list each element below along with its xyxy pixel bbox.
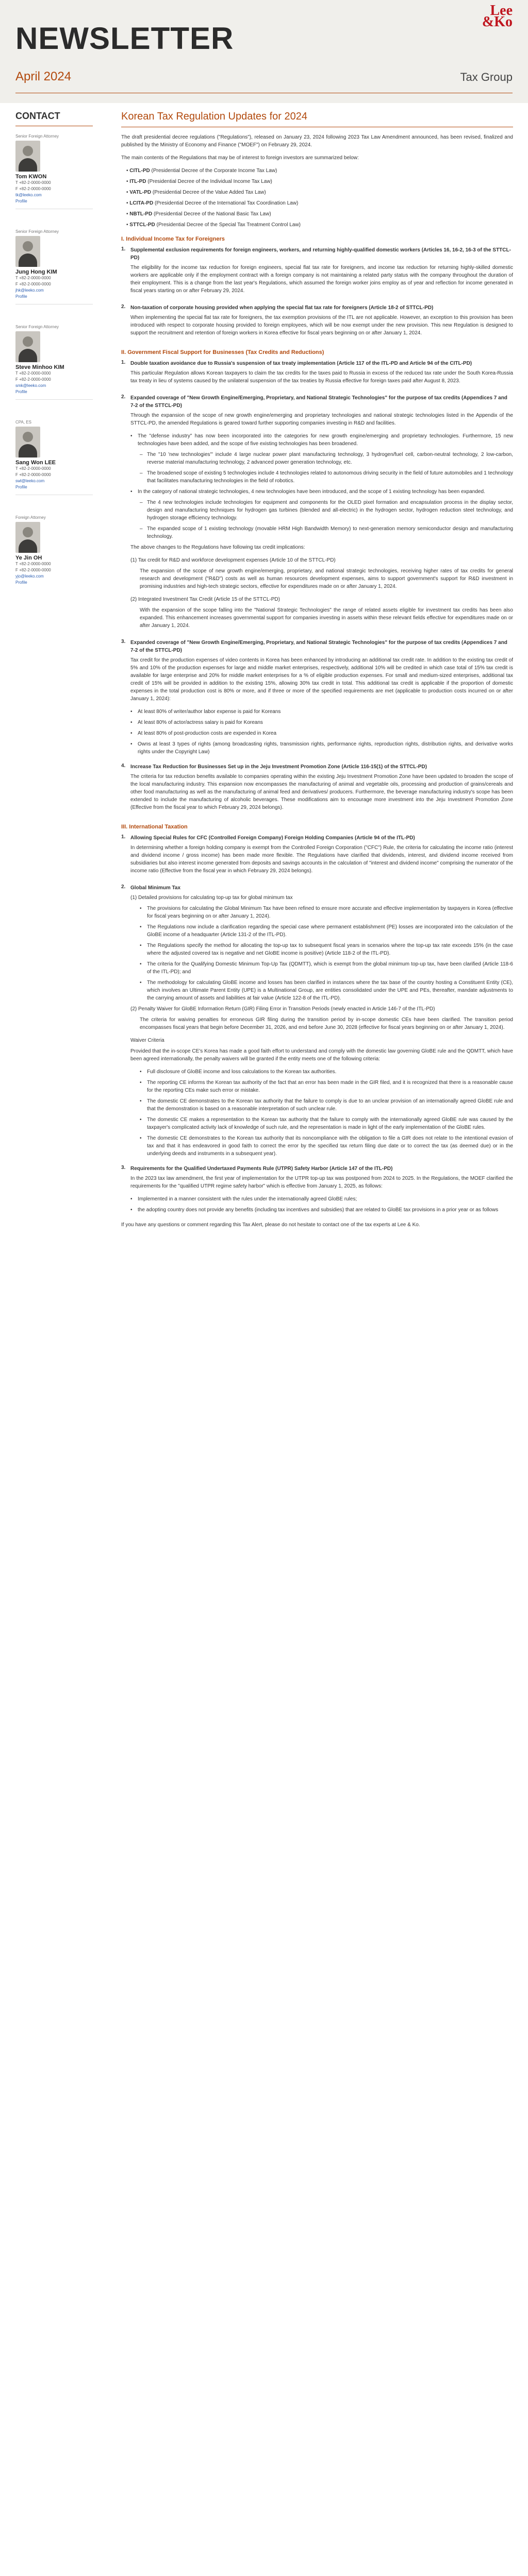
bullet-text: At least 80% of writer/author labor expense is paid for Koreans (138, 709, 281, 715)
bullet-text: Owns at least 3 types of rights (among broadcasting rights, transmission rights, performance rights, reproduction rights, distribution rights, and derivative works rights under the Copyright Law) (138, 741, 513, 755)
bullet-item: • The provisions for calculating the Global Minimum Tax have been refined to ensure more accurate and effective implementation by taxpayers in Korea (effective for fiscal years beginning on or after January 1, 2024). (140, 906, 513, 919)
newsletter-date: April 2024 (15, 70, 72, 83)
item-title: Non-taxation of corporate housing provided when applying the special flat tax rate for foreigners (Article 18-2 of STTCL-PD) (130, 305, 434, 311)
bullet-item: • The domestic CE makes a representation to the Korean tax authority that the failure to comply with the internationally agreed GloBE rule was caused by the taxpayer's complicated activity lack of knowledge of such rule, and the representation is made in light of the early implementation of the GloBE rules. (140, 1117, 513, 1130)
contact-divider (15, 399, 93, 400)
numbered-item (121, 834, 513, 880)
contact-profile-link[interactable]: Profile (15, 389, 27, 394)
sub-paragraph: The expansion of the scope of new growth engine/emerging, proprietary, and national strategic technologies, receiving higher rates of tax credits for general research and development ("R&D") costs as well as human resources development expenses, aims to support government's support for R&D investment in promising industries and high-tech strategic sectors, effective for expenditures made on or after January 1, 2024. (140, 568, 513, 589)
newsletter-group: Tax Group (460, 71, 513, 83)
item-number: 1. (121, 246, 126, 252)
item-body: When implementing the special flat tax rate for foreigners, the tax exemption provisions of the ITL are not applicable. However, an exception to this provision has been introduced with respect to corporate housing provided to foreign employees, which will be now exempt under the new provision. This new Regulation is designed to support the recruitment and retention of foreign workers in Korea effective for fiscal years beginning on or after January 1, 2024. (130, 315, 513, 336)
newsletter-title: NEWSLETTER (15, 21, 234, 56)
abbr-text: (Presidential Decree of the Corporate Income Tax Law) (151, 168, 277, 174)
contact-email-link[interactable]: tk@leeko.com (15, 193, 42, 197)
contact-email-link[interactable]: yjo@leeko.com (15, 574, 44, 579)
bullet-item: • At least 80% of writer/author labor expense is paid for Koreans (130, 708, 513, 716)
bullet-text: The reporting CE informs the Korean tax authority of the fact that an error has been made in the GIR filed, and it is recognized that there is a reasonable cause for the reporting CEs make such error or mistake. (147, 1080, 513, 1093)
intro-paragraph: The draft presidential decree regulations ("Regulations"), released on January 23, 2024 following 2023 Tax Law Amendment announced, has been revised, finalized and published by the Ministry of Economy and Finance ("MOEF") on February 29, 2024. (121, 134, 513, 148)
waiver-intro: Provided that the in-scope CE's Korea has made a good faith effort to understand and comply with the domestic law governing GloBE rule and the QDMTT, which have been agreed internationally, the penalty waivers will be granted if the entity meets one of the following criteria: (130, 1048, 513, 1062)
contact-card (15, 325, 93, 420)
item-number: 4. (121, 763, 126, 769)
contact-card (15, 420, 93, 515)
contact-name: Ye Jin OH (15, 555, 42, 561)
bullet-text: In the category of national strategic technologies, 4 new technologies have been introduced, and the scope of 1 existing technology has been expanded. (138, 489, 485, 495)
article-title: Korean Tax Regulation Updates for 2024 (121, 111, 513, 127)
item-number: 2. (121, 394, 126, 400)
bullet-item: • The Regulations specify the method for allocating the top-up tax to subsequent fiscal years in scenarios where the top-up tax rate exceeds 15% (in the case where the adjusted covered tax is negative and net GloBE income is positive) (Article 118-2 of the ITL-PD). (140, 943, 513, 956)
contact-fax: F +82-2-0000-0000 (15, 568, 51, 572)
contact-tel: T +82-2-0000-0000 (15, 276, 51, 280)
bullet-text: The domestic CE demonstrates to the Korean tax authority that the failure to comply is due to an unclear provision of an internationally agreed GloBE rule and that the demonstration is based on a reasonable interpretation of such unclear rule. (147, 1098, 513, 1112)
bullet-item: • The methodology for calculating GloBE income and losses has been clarified in instances where the tax base of the country hosting a Constituent Entity (CE), which involves an Ultimate Parent Entity (UPE) is a Multinational Group, are entities consolidated under the UPE and PEs, thereafter, mandate adjustments to the carrying amount of assets and liabilities at fair value (Article 122-8 of the ITL-PD). (140, 980, 513, 1001)
contact-email-link[interactable]: swl@leeko.com (15, 479, 45, 483)
bullet-text: At least 80% of post-production costs are expended in Korea (138, 731, 277, 736)
item-title: Allowing Special Rules for CFC (Controlled Foreign Company) Foreign Holding Companies (Article 94 of the ITL-PD) (130, 835, 415, 841)
numbered-item (121, 360, 513, 390)
bullet-text: The 4 new technologies include technologies for equipment and components for the OLED pixel formation and encapsulation process in the display sector, design and manufacturing techniques for hydrogen gas turbines (blended and all-electric) in the hydrogen sector, hydrogen reduction steel technology, and hydrogen storage efficiency technology. (147, 500, 513, 521)
abbr-key: CITL-PD (129, 168, 150, 174)
contact-role: Foreign Attorney (15, 515, 46, 520)
contact-name: Jung Hong KIM (15, 269, 57, 275)
abbreviation-item: • STTCL-PD (Presidential Decree of the Special Tax Treatment Control Law) (126, 222, 301, 228)
bullet-item: • the adopting country does not provide any benefits (including tax incentives and subsidies) that are related to GloBE tax provisions in a prior year or as follows (130, 1206, 513, 1214)
main-article (121, 111, 513, 1234)
numbered-item (121, 394, 513, 635)
contact-column (15, 111, 93, 611)
subheading: (2) Integrated Investment Tax Credit (Article 15 of the STTCL-PD) (130, 597, 280, 602)
bullet-item: • Implemented in a manner consistent with the rules under the internationally agreed GloBE rules; (130, 1195, 513, 1203)
abbr-key: VATL-PD (129, 190, 152, 195)
contact-fax: F +82-2-0000-0000 (15, 377, 51, 382)
item-title: Requirements for the Qualified Undertaxed Payments Rule (UTPR) Safety Harbor (Article 147 of the ITL-PD) (130, 1166, 393, 1172)
item-number: 3. (121, 639, 126, 645)
item-title: Expanded coverage of "New Growth Engine/Emerging, Proprietary, and National Strategic Technologies" for the purpose of tax credits (Appendices 7 and 7-2 of the STTCL-PD) (130, 395, 507, 409)
avatar (15, 427, 40, 457)
abbreviation-item: • ITL-PD (Presidential Decree of the Individual Income Tax Law) (126, 179, 272, 184)
contact-profile-link[interactable]: Profile (15, 199, 27, 204)
item-title: Increase Tax Reduction for Businesses Set up in the Jeju Investment Promotion Zone (Article 116-15(1) of the STTCL-PD) (130, 764, 427, 770)
numbered-item (121, 884, 513, 1161)
avatar (15, 141, 40, 172)
contact-tel: T +82-2-0000-0000 (15, 180, 51, 185)
abbreviation-item: • VATL-PD (Presidential Decree of the Value Added Tax Law) (126, 190, 266, 195)
contact-name: Steve Minhoo KIM (15, 364, 64, 370)
waiver-label: Waiver Criteria (130, 1038, 164, 1043)
contact-profile-link[interactable]: Profile (15, 580, 27, 585)
bullet-item: • At least 80% of actor/actress salary is paid for Koreans (130, 719, 513, 726)
contact-role: Senior Foreign Attorney (15, 134, 59, 139)
abbr-key: LCITA-PD (129, 200, 154, 206)
contact-name: Sang Won LEE (15, 460, 56, 466)
lee-ko-logo[interactable]: Lee &Ko (482, 3, 513, 30)
abbr-text: (Presidential Decree of the International Tax Coordination Law) (154, 200, 299, 206)
closing-paragraph: If you have any questions or comment regarding this Tax Alert, please do not hesitate to contact one of the tax experts at Lee & Ko. (121, 1222, 420, 1228)
item-body: Tax credit for the production expenses of video contents in Korea has been enhanced by introducing an additional tax credit rate. In addition to the existing tax credit of 5% and 10% of the production expenses for large and middle market enterprises, respectively, additional 10% will be credited in which case total of 15% tax credit is available for large enterprise and 20% for middle market enterprises for a % of eligible production expenses. For small and medium-sized enterprises, additional tax credit of 15% will be provided in addition to the existing 15%, allowing 30% tax credit in total. This additional tax credit is applicable if the proportion of domestic expenses in the total production cost is 80% or more, and if three or more of the specified requirements are met (applicable to production costs incurred on or after January 1, 2024): (130, 657, 513, 702)
avatar (15, 236, 40, 267)
item-body: Through the expansion of the scope of new growth engine/emerging and proprietary technologies and national strategic technologies listed in the Appendix of the STTCL-PD, the amended Regulations is geared toward further supporting companies investing in R&D and facilities. (130, 413, 513, 426)
bullet-item: • The reporting CE informs the Korean tax authority of the fact that an error has been made in the GIR filed, and it is recognized that there is a reasonable cause for the reporting CEs make such error or mistake. (140, 1080, 513, 1093)
bullet-text: At least 80% of actor/actress salary is paid for Koreans (138, 720, 263, 725)
item-body: In determining whether a foreign holding company is exempt from the Controlled Foreign Corporation ("CFC") Rule, the criteria for calculating the income ratio (interest and dividend income / gross income) has been made more flexible. The Regulations have clarified that dividends, interest, and dividend income received from subsidiaries but also interest income generated from deposits and savings accounts in the calculation of "interest and dividend income" comprising the numerator of the income ratio (Effective from the fiscal year in which February 29, 2024 belongs). (130, 845, 513, 874)
abbreviation-list (126, 167, 513, 229)
bullet-item: – The 4 new technologies include technologies for equipment and components for the OLED pixel formation and encapsulation process in the display sector, design and manufacturing techniques for hydrogen gas turbines (blended and all-electric) in the hydrogen sector, hydrogen reduction steel technology, and hydrogen storage efficiency technology. (140, 500, 513, 521)
bullet-text: The criteria for the Qualifying Domestic Minimum Top-Up Tax (QDMTT), which is exempt from the global minimum top-up tax, have been clarified (Article 118-6 of the ITL-PD); and (147, 961, 513, 975)
contact-tel: T +82-2-0000-0000 (15, 371, 51, 376)
contact-card (15, 229, 93, 325)
item-title: Double taxation avoidance due to Russia's suspension of tax treaty implementation (Article 117 of the ITL-PD and Article 94 of the CITL-PD) (130, 361, 472, 366)
bullet-text: Full disclosure of GloBE income and loss calculations to the Korean tax authorities. (147, 1069, 337, 1075)
bullet-item: • Owns at least 3 types of rights (among broadcasting rights, transmission rights, performance rights, reproduction rights, distribution rights, and derivative works rights under the Copyright Law) (130, 741, 513, 755)
item-number: 2. (121, 884, 126, 890)
item-body: This particular Regulation allows Korean taxpayers to claim the tax credits for the taxes paid to Russia in excess of the reduced tax rate under the South Korea-Russia tax treaty in lieu of systems caused by the unilateral suspension of the tax treaties by Russia effective for foreign taxes paid after August 8, 2023. (130, 370, 513, 384)
abbreviation-item: • CITL-PD (Presidential Decree of the Corporate Income Tax Law) (126, 168, 277, 174)
subheading: (1) Tax credit for R&D and workforce development expenses (Article 10 of the STTCL-PD) (130, 557, 336, 563)
contact-name: Tom KWON (15, 174, 47, 180)
abbr-key: ITL-PD (129, 179, 146, 184)
bullet-item: • The "defense industry" has now been incorporated into the categories for new growth engine/emerging and proprietary technologies. Furthermore, 15 new technologies have been added, and the scope of five existing technologies has been broadened. (130, 433, 513, 447)
numbered-item (121, 246, 513, 300)
item-body: The criteria for tax reduction benefits available to companies operating within the existing Jeju Investment Promotion Zone have been updated to broaden the scope of the local manufacturing industry. This expansion now encompasses the manufacturing of animal and vegetable oils, processing and production of grains/cereals and other food manufacturing as well as the manufacturing of animal feed and derivatives/ producers. Furthermore, the beverage manufacturing industry's scope has been extended to include the manufacturing of alcoholic beverages. These modifications aim to encourage more investment into the Jeju Investment Promotion Zone (Effective from the fiscal year to which February 29, 2024 belongs). (130, 774, 513, 810)
bullet-text: The provisions for calculating the Global Minimum Tax have been refined to ensure more accurate and effective implementation by taxpayers in Korea (effective for fiscal years beginning on or after January 1, 2024). (147, 906, 513, 919)
contact-tel: T +82-2-0000-0000 (15, 466, 51, 471)
avatar (15, 522, 40, 553)
item-body: The eligibility for the income tax reduction for foreign engineers, special flat tax rate for foreigners, and income tax reduction for returning highly-skilled domestic workers are applicable only if the employment contract with a foreign company is not maintaining a related party status with the company throughout the duration of their employment. This is a change from the last year's Regulations, which assumed the foreign worker joins employ as of year and reflection for income generated in fiscal years starting on or after February 29, 2024. (130, 265, 513, 294)
bullet-text: The expanded scope of 1 existing technology (movable HRM High Bandwidth Memory) to next-generation memory semiconductor design and manufacturing technology. (147, 526, 513, 539)
bullet-item: • The domestic CE demonstrates to the Korean tax authority that the failure to comply is due to an unclear provision of an internationally agreed GloBE rule and that the demonstration is based on a reasonable interpretation of such unclear rule. (140, 1098, 513, 1112)
numbered-item (121, 639, 513, 759)
bullet-text: the adopting country does not provide any benefits (including tax incentives and subsidies) that are related to GloBE tax provisions in a prior year or as follows (138, 1207, 499, 1213)
contact-role: Senior Foreign Attorney (15, 229, 59, 234)
bullet-item: • Full disclosure of GloBE income and loss calculations to the Korean tax authorities. (140, 1068, 513, 1076)
sub-paragraph: With the expansion of the scope falling into the "National Strategic Technologies" the range of related assets eligible for investment tax credits has been also expanded. This enhancement increases governmental support for companies investing in assets within these relevant fields effective for expenditures made on or after January 1, 2024. (140, 607, 513, 629)
contact-role: CPA, ES (15, 420, 31, 425)
intro-paragraph: The main contents of the Regulations that may be of interest to foreign investors are summarized below: (121, 155, 359, 161)
numbered-item (121, 304, 513, 342)
avatar (15, 331, 40, 362)
contact-heading: CONTACT (15, 111, 93, 126)
bullet-item: – The "10 'new technologies'" include 4 large nuclear power plant manufacturing technology, 3 hydrogen/fuel cell, carbon-neutral technology, 2 low-carbon, reverse material manufacturing technology, 2 advanced power generation technology, etc. (140, 452, 513, 465)
bullet-item: • At least 80% of post-production costs are expended in Korea (130, 730, 513, 737)
abbr-text: (Presidential Decree of the Individual Income Tax Law) (147, 179, 272, 184)
item-number: 2. (121, 304, 126, 310)
bullet-text: The domestic CE makes a representation to the Korean tax authority that the failure to comply with the internationally agreed GloBE rule was caused by the taxpayer's complicated activity lack of knowledge of such rule, and the representation is made in light of the early implementation of the GloBE rules. (147, 1117, 513, 1130)
bullet-text: The Regulations specify the method for allocating the top-up tax to subsequent fiscal years in scenarios where the top-up tax rate exceeds 15% (in the case where the adjusted covered tax is negative and net GloBE income is positive) (Article 118-2 of the ITL-PD). (147, 943, 513, 956)
bullet-item: • The criteria for the Qualifying Domestic Minimum Top-Up Tax (QDMTT), which is exempt from the global minimum top-up tax, have been clarified (Article 118-6 of the ITL-PD); and (140, 961, 513, 975)
abbr-text: (Presidential Decree of the Value Added Tax Law) (152, 190, 266, 195)
note-paragraph: The above changes to the Regulations have following tax credit implications: (130, 545, 305, 550)
contact-fax: F +82-2-0000-0000 (15, 187, 51, 191)
abbr-text: (Presidential Decree of the Special Tax Treatment Control Law) (156, 222, 301, 228)
subheading: (1) Detailed provisions for calculating top-up tax for global minimum tax (130, 895, 293, 901)
abbr-text: (Presidential Decree of the National Basic Tax Law) (153, 211, 271, 217)
item-number: 1. (121, 360, 126, 365)
item-title: Supplemental exclusion requirements for foreign engineers, workers, and returning highly-qualified domestic workers (Articles 16, 16-2, 16-3 of the STTCL-PD) (130, 247, 511, 261)
numbered-item (121, 1165, 513, 1217)
bullet-text: The "defense industry" has now been incorporated into the categories for new growth engine/emerging and proprietary technologies. Furthermore, 15 new technologies have been added, and the scope of five existing technologies has been broadened. (138, 433, 513, 447)
contact-email-link[interactable]: jhk@leeko.com (15, 288, 44, 293)
section-heading: III. International Taxation (121, 824, 188, 830)
sub-paragraph: The criteria for waiving penalties for erroneous GIR filing during the transition period by in-scope domestic CEs have been clarified. The transition period encompasses fiscal years that begin before December 31, 2026, and end before June 30, 2028 (effective for fiscal years beginning on or after January 1, 2024). (140, 1017, 513, 1030)
contact-email-link[interactable]: smk@leeko.com (15, 383, 46, 388)
item-number: 1. (121, 834, 126, 840)
bullet-item: – The expanded scope of 1 existing technology (movable HRM High Bandwidth Memory) to next-generation memory semiconductor design and manufacturing technology. (140, 526, 513, 539)
bullet-text: Implemented in a manner consistent with the rules under the internationally agreed GloBE rules; (138, 1196, 357, 1202)
abbreviation-item: • NBTL-PD (Presidential Decree of the National Basic Tax Law) (126, 211, 271, 217)
contact-role: Senior Foreign Attorney (15, 325, 59, 329)
section-heading: I. Individual Income Tax for Foreigners (121, 236, 225, 242)
bullet-item: • The domestic CE demonstrates to the Korean tax authority that its noncompliance with the obligation to file a GIR does not relate to the intentional evasion of tax and that it has endeavored in good faith to correct the error by the specified tax return filing due date or to correct the tax (as deemed due) or in the underlying deeds and instruments in a subsequent year). (140, 1136, 513, 1157)
abbreviation-item: • LCITA-PD (Presidential Decree of the International Tax Coordination Law) (126, 200, 299, 206)
newsletter-header (0, 0, 528, 103)
subheading: (2) Penalty Waiver for GloBE Information Return (GIR) Filing Error in Transition Periods (newly enacted in Article 146-7 of the ITL-PD) (130, 1006, 435, 1012)
contact-tel: T +82-2-0000-0000 (15, 562, 51, 566)
bullet-text: The methodology for calculating GloBE income and losses has been clarified in instances where the tax base of the country hosting a Constituent Entity (CE), which involves an Ultimate Parent Entity (UPE) is a Multinational Group, are entities consolidated under the UPE and PEs, thereafter, mandate adjustments to the carrying amount of assets and liabilities at fair value (Article 122-8 of the ITL-PD). (147, 980, 513, 1001)
bullet-item: – The broadened scope of existing 5 technologies include 4 technologies related to autonomous driving security in the field of future automobiles and 1 technology that facilitates manufacturing technologies in the field of robotics. (140, 470, 513, 484)
contact-profile-link[interactable]: Profile (15, 485, 27, 489)
bullet-text: The broadened scope of existing 5 technologies include 4 technologies related to autonomous driving security in the field of future automobiles and 1 technology that facilitates manufacturing technologies in the field of robotics. (147, 470, 513, 484)
item-body: In the 2023 tax law amendment, the first year of implementation for the UTPR top-up tax was postponed from 2024 to 2025. In the Regulations, the MOEF clarified the requirements for the "qualified UTPR regime safety harbor" which is effective from January 1, 2025, as follows: (130, 1176, 513, 1189)
bullet-text: The Regulations now include a clarification regarding the special case where permanent establishment (PE) losses are incorporated into the calculation of the GloBE income of a headquarter (Article 131-2 of the ITL-PD). (147, 924, 513, 938)
bullet-text: The "10 'new technologies'" include 4 large nuclear power plant manufacturing technology, 3 hydrogen/fuel cell, carbon-neutral technology, 2 low-carbon, reverse material manufacturing technology, 2 advanced power generation technology, etc. (147, 452, 513, 465)
contact-profile-link[interactable]: Profile (15, 294, 27, 299)
contact-fax: F +82-2-0000-0000 (15, 472, 51, 477)
item-title: Expanded coverage of "New Growth Engine/Emerging, Proprietary, and National Strategic Technologies" for the purpose of tax credits (Appendices 7 and 7-2 of the STTCL-PD) (130, 640, 507, 653)
numbered-item (121, 763, 513, 817)
item-title: Global Minimum Tax (130, 885, 181, 891)
section-heading: II. Government Fiscal Support for Businesses (Tax Credits and Reductions) (121, 349, 324, 355)
contact-fax: F +82-2-0000-0000 (15, 282, 51, 286)
item-number: 3. (121, 1165, 126, 1171)
abbr-key: NBTL-PD (129, 211, 153, 217)
contact-card (15, 515, 93, 611)
bullet-text: The domestic CE demonstrates to the Korean tax authority that its noncompliance with the obligation to file a GIR does not relate to the intentional evasion of tax and that it has endeavored in good faith to correct the error by the specified tax return filing due date or to correct the tax (as deemed due) or in the underlying deeds and instruments in a subsequent year). (147, 1136, 513, 1157)
bullet-item: • In the category of national strategic technologies, 4 new technologies have been introduced, and the scope of 1 existing technology has been expanded. (130, 488, 513, 496)
bullet-item: • The Regulations now include a clarification regarding the special case where permanent establishment (PE) losses are incorporated into the calculation of the GloBE income of a headquarter (Article 131-2 of the ITL-PD). (140, 924, 513, 938)
contact-card (15, 134, 93, 229)
abbr-key: STTCL-PD (129, 222, 155, 228)
